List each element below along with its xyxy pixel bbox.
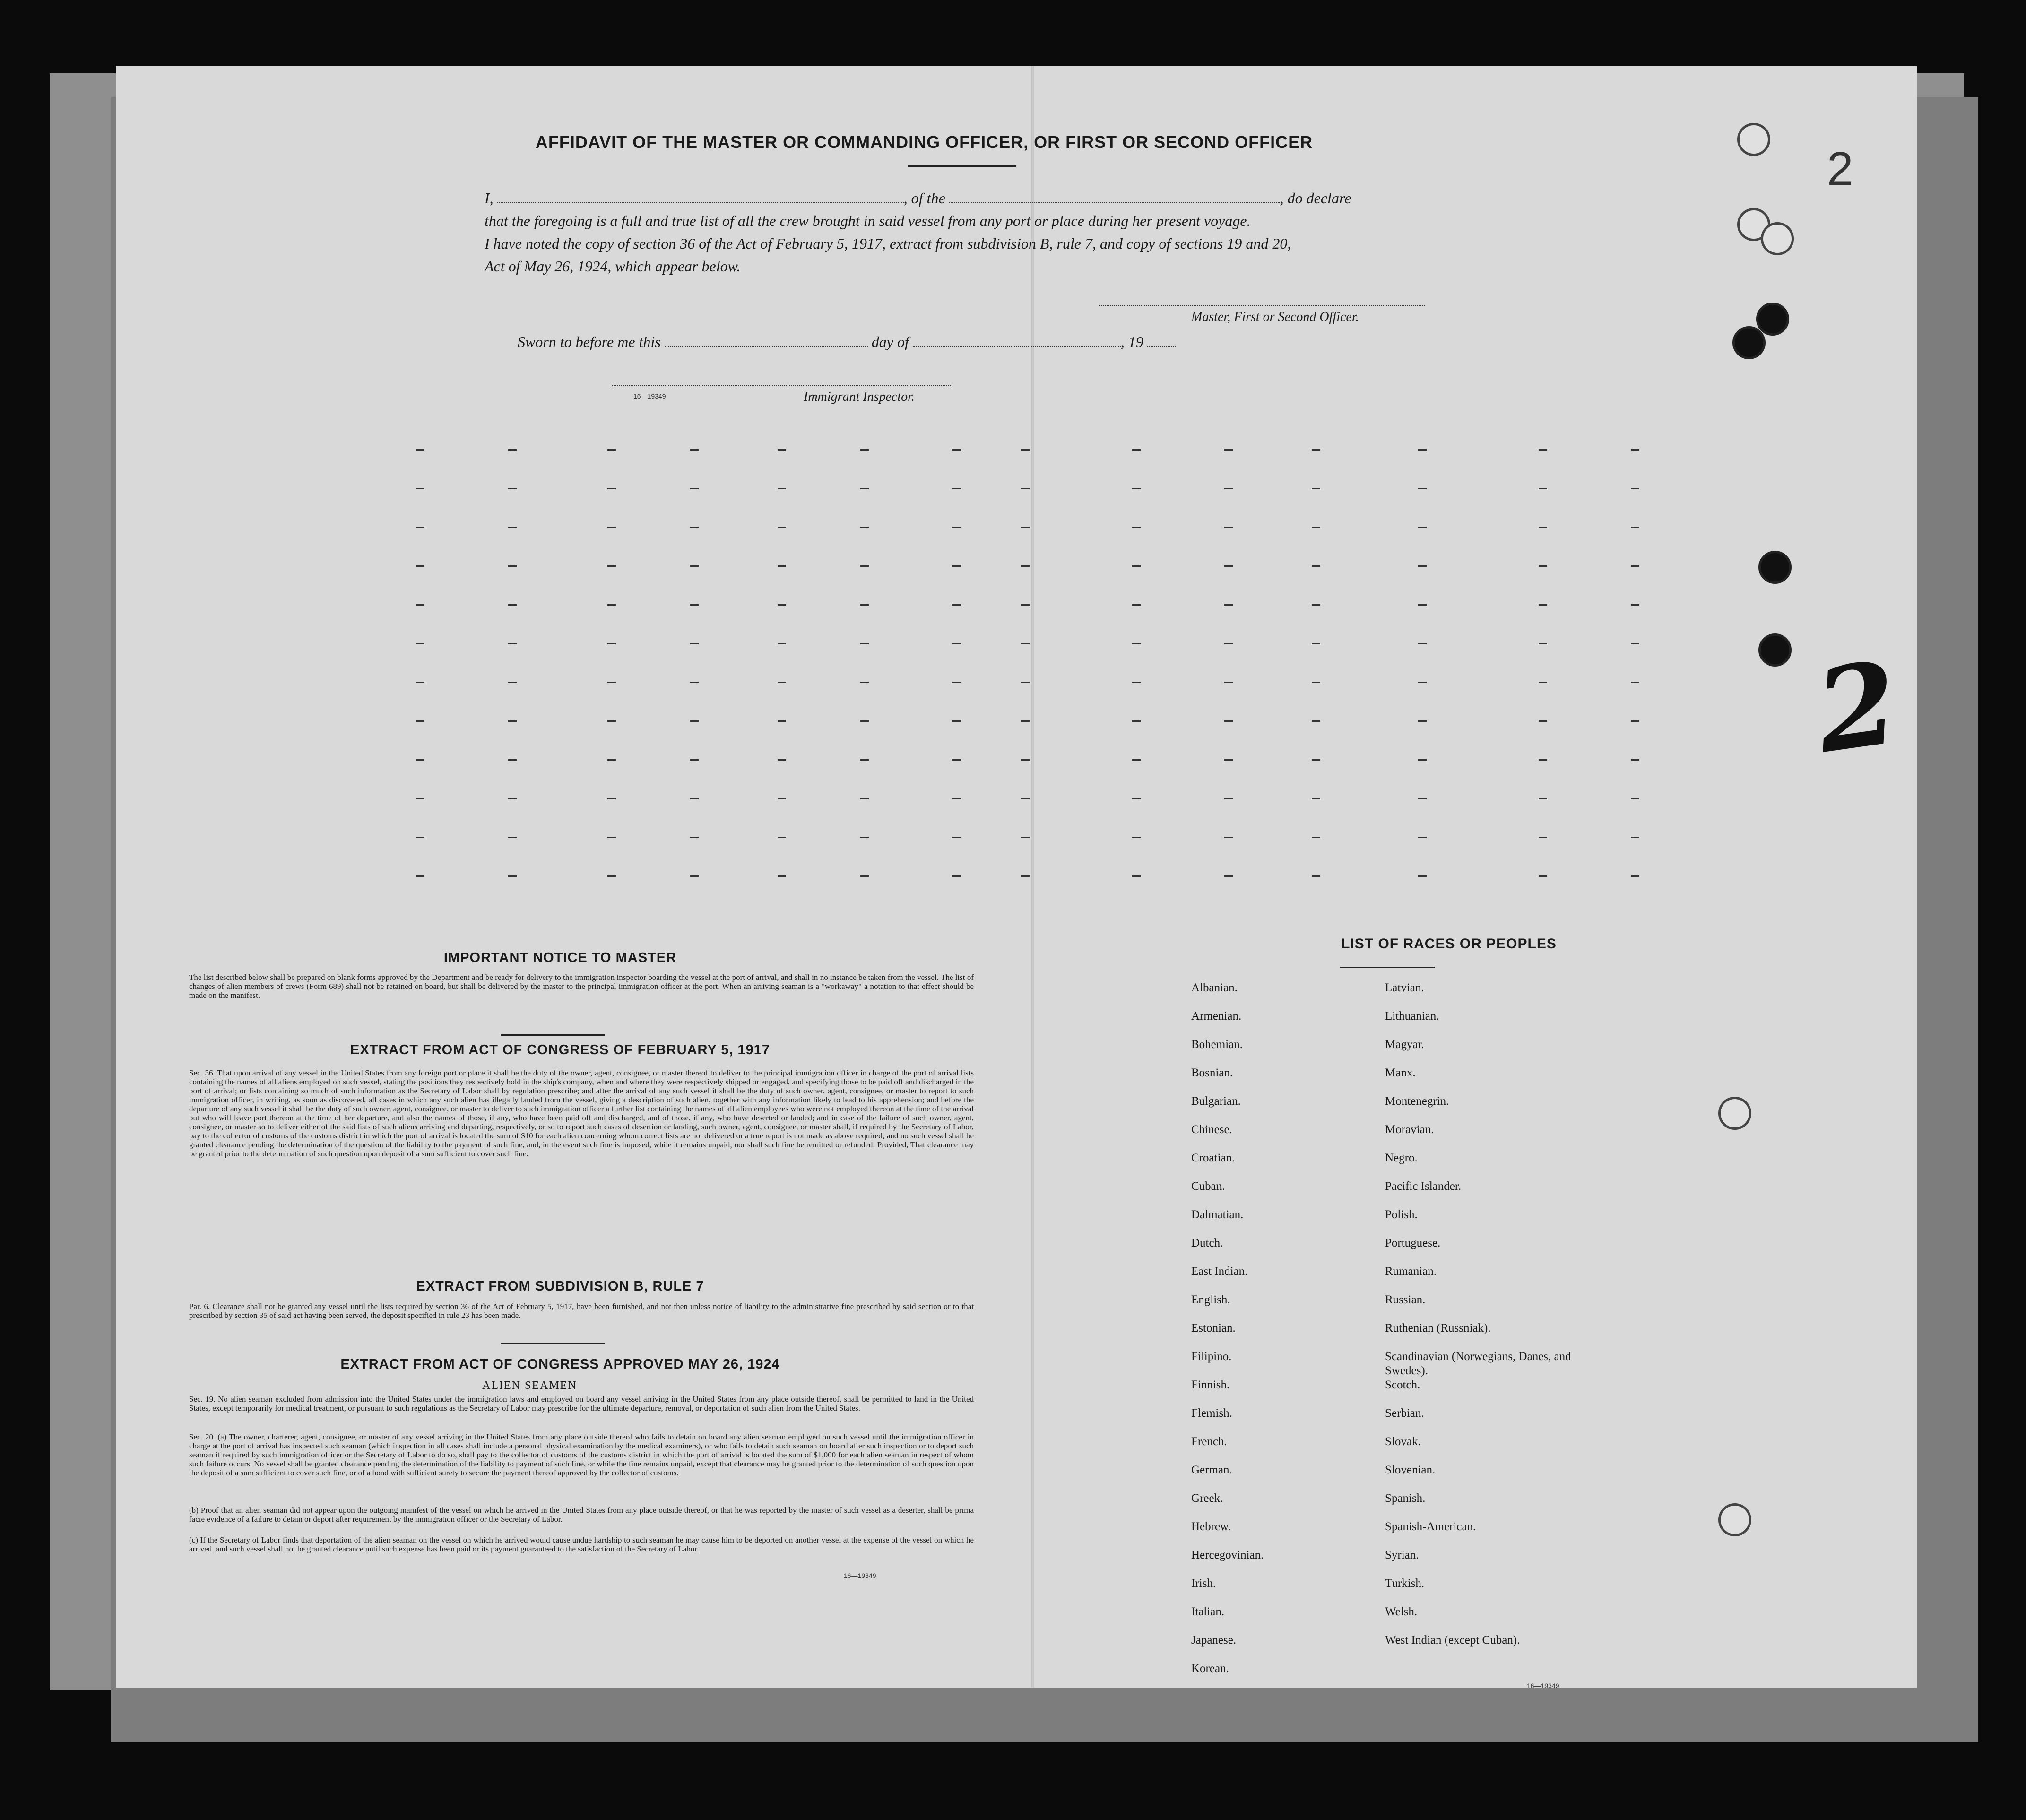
row-dash bbox=[416, 449, 424, 451]
row-dash bbox=[952, 798, 961, 799]
race-item: Greek. bbox=[1191, 1492, 1223, 1505]
race-item: Lithuanian. bbox=[1385, 1010, 1439, 1023]
row-dash bbox=[416, 720, 424, 722]
manifest-blank-row bbox=[116, 682, 1917, 686]
race-item: Slovak. bbox=[1385, 1435, 1421, 1448]
punch-hole bbox=[1758, 633, 1792, 667]
row-dash bbox=[508, 604, 517, 606]
name-blank[interactable] bbox=[497, 191, 904, 203]
row-dash bbox=[778, 449, 786, 451]
races-column-2 bbox=[1385, 981, 1602, 1662]
row-dash bbox=[778, 759, 786, 761]
row-dash bbox=[952, 720, 961, 722]
row-dash bbox=[952, 488, 961, 489]
row-dash bbox=[690, 643, 699, 644]
declaration-line-2: that the foregoing is a full and true list of all the crew brought in said vessel from any port or place during her present voyage. bbox=[485, 212, 1251, 229]
row-dash bbox=[1418, 798, 1427, 799]
affidavit-declaration bbox=[485, 187, 1567, 277]
row-dash bbox=[416, 527, 424, 528]
row-dash bbox=[1631, 527, 1639, 528]
row-dash bbox=[1539, 875, 1547, 877]
row-dash bbox=[1418, 837, 1427, 838]
row-dash bbox=[1539, 449, 1547, 451]
row-dash bbox=[1539, 798, 1547, 799]
row-dash bbox=[690, 449, 699, 451]
row-dash bbox=[952, 449, 961, 451]
race-item: Bohemian. bbox=[1191, 1038, 1243, 1051]
row-dash bbox=[690, 837, 699, 838]
row-dash bbox=[1631, 720, 1639, 722]
row-dash bbox=[1312, 449, 1320, 451]
sworn-day-blank[interactable] bbox=[665, 336, 868, 347]
row-dash bbox=[508, 875, 517, 877]
race-item: Chinese. bbox=[1191, 1123, 1232, 1136]
row-dash bbox=[778, 798, 786, 799]
row-dash bbox=[778, 488, 786, 489]
row-dash bbox=[607, 449, 616, 451]
row-dash bbox=[1132, 604, 1141, 606]
row-dash bbox=[778, 565, 786, 567]
row-dash bbox=[860, 875, 869, 877]
punch-hole bbox=[1732, 326, 1766, 359]
row-dash bbox=[860, 565, 869, 567]
punch-hole bbox=[1756, 303, 1789, 336]
race-item: Italian. bbox=[1191, 1605, 1225, 1618]
race-item: Dutch. bbox=[1191, 1237, 1223, 1249]
race-item: Flemish. bbox=[1191, 1407, 1232, 1420]
race-item: Finnish. bbox=[1191, 1378, 1230, 1391]
row-dash bbox=[1539, 604, 1547, 606]
row-dash bbox=[778, 875, 786, 877]
row-dash bbox=[860, 837, 869, 838]
race-item: Latvian. bbox=[1385, 981, 1424, 994]
race-item: Manx. bbox=[1385, 1066, 1416, 1079]
notice-text: The list described below shall be prepared on blank forms approved by the Department and be ready for delivery to the immigration inspector boarding the vessel at the port of arrival, and shall in no instance be taken from the vessel. The list of changes of alien members of crews (Form 689) shall not be retained on board, but shall be delivered by the master to the principal immigration officer at the port. When an arriving seaman is a "workaway" a notation to that effect should be made on the manifest. bbox=[189, 973, 974, 1000]
row-dash bbox=[952, 682, 961, 683]
row-dash bbox=[860, 682, 869, 683]
row-dash bbox=[1312, 682, 1320, 683]
master-signature-label: Master, First or Second Officer. bbox=[1191, 310, 1359, 324]
row-dash bbox=[416, 565, 424, 567]
row-dash bbox=[416, 488, 424, 489]
extract-1924-title: EXTRACT FROM ACT OF CONGRESS APPROVED MAY 26, 1924 bbox=[340, 1357, 780, 1372]
row-dash bbox=[1418, 565, 1427, 567]
section-rule bbox=[501, 1034, 605, 1036]
row-dash bbox=[1021, 449, 1030, 451]
row-dash bbox=[1132, 682, 1141, 683]
section-20c-text: (c) If the Secretary of Labor finds that deportation of the alien seaman on the vessel on which he arrived would cause undue hardship to such seaman he may cause him to be deported on another vessel at the expense of the vessel on which he arrived, and such vessel shall not be granted clearance until such expense has been paid or its payment guaranteed to the satisfaction of the Secretary of Labor. bbox=[189, 1535, 974, 1553]
row-dash bbox=[1224, 565, 1233, 567]
row-dash bbox=[416, 643, 424, 644]
race-item: Portuguese. bbox=[1385, 1237, 1441, 1249]
row-dash bbox=[1418, 875, 1427, 877]
row-dash bbox=[690, 720, 699, 722]
row-dash bbox=[952, 643, 961, 644]
row-dash bbox=[1224, 759, 1233, 761]
row-dash bbox=[690, 527, 699, 528]
row-dash bbox=[1539, 565, 1547, 567]
race-item: Hebrew. bbox=[1191, 1520, 1231, 1533]
row-dash bbox=[860, 643, 869, 644]
row-dash bbox=[1631, 449, 1639, 451]
extract-1917-title: EXTRACT FROM ACT OF CONGRESS OF FEBRUARY 5, 1917 bbox=[350, 1042, 771, 1057]
row-dash bbox=[416, 837, 424, 838]
manifest-blank-row bbox=[116, 527, 1917, 531]
row-dash bbox=[952, 527, 961, 528]
row-dash bbox=[508, 565, 517, 567]
row-dash bbox=[508, 643, 517, 644]
row-dash bbox=[1312, 488, 1320, 489]
row-dash bbox=[1132, 759, 1141, 761]
row-dash bbox=[1539, 682, 1547, 683]
manifest-blank-row bbox=[116, 875, 1917, 880]
manifest-blank-row bbox=[116, 449, 1917, 454]
row-dash bbox=[1224, 488, 1233, 489]
row-dash bbox=[1418, 527, 1427, 528]
row-dash bbox=[1132, 720, 1141, 722]
row-dash bbox=[778, 527, 786, 528]
declaration-line-1: I, , of the , do declare bbox=[485, 190, 1351, 207]
row-dash bbox=[1132, 875, 1141, 877]
row-dash bbox=[1132, 565, 1141, 567]
row-dash bbox=[690, 682, 699, 683]
row-dash bbox=[778, 837, 786, 838]
master-signature-line[interactable] bbox=[1099, 305, 1425, 306]
row-dash bbox=[1224, 837, 1233, 838]
row-dash bbox=[1312, 604, 1320, 606]
sworn-month-blank[interactable] bbox=[913, 336, 1121, 347]
race-item: Korean. bbox=[1191, 1662, 1229, 1675]
inspector-signature-line[interactable] bbox=[612, 385, 952, 386]
row-dash bbox=[1539, 837, 1547, 838]
inspector-label: Immigrant Inspector. bbox=[804, 390, 915, 404]
row-dash bbox=[1418, 449, 1427, 451]
sworn-year-blank[interactable] bbox=[1147, 336, 1176, 347]
row-dash bbox=[1132, 643, 1141, 644]
row-dash bbox=[1312, 875, 1320, 877]
row-dash bbox=[690, 798, 699, 799]
row-dash bbox=[607, 527, 616, 528]
row-dash bbox=[1132, 488, 1141, 489]
row-dash bbox=[508, 837, 517, 838]
row-dash bbox=[1312, 837, 1320, 838]
race-item: Scandinavian (Norwegians, Danes, and Swedes). bbox=[1385, 1350, 1571, 1377]
manifest-blank-row bbox=[116, 565, 1917, 570]
row-dash bbox=[1418, 643, 1427, 644]
row-dash bbox=[690, 875, 699, 877]
race-item: Rumanian. bbox=[1385, 1265, 1437, 1278]
title-rule bbox=[908, 165, 1016, 167]
row-dash bbox=[607, 488, 616, 489]
race-item: Bosnian. bbox=[1191, 1066, 1233, 1079]
race-item: Ruthenian (Russniak). bbox=[1385, 1322, 1491, 1335]
race-item: Scotch. bbox=[1385, 1378, 1420, 1391]
row-dash bbox=[1021, 643, 1030, 644]
row-dash bbox=[1539, 759, 1547, 761]
row-dash bbox=[508, 798, 517, 799]
extract-1917-text: Sec. 36. That upon arrival of any vessel in the United States from any foreign port or place it shall be the duty of the owner, agent, consignee, or master thereof to deliver to the principal immigration officer in charge of the port of arrival lists containing the names of all aliens employed on such vessel, stating the positions they respectively hold in the ship's company, when and where they were respectively shipped or engaged, and specifying those to be paid off and discharged in the port of arrival; or lists containing so much of such information as the Secretary of Labor shall by regulation prescribe; and after the arrival of any such vessel it shall be the duty of such owner, agent, consignee, or master to report to such immigration officer, in writing, as soon as discovered, all cases in which any such alien has illegally landed from the vessel, giving a description of such alien, together with any information likely to lead to his apprehension; and before the departure of any such vessel it shall be the duty of such owner, agent, consignee, or master to deliver to such immigration officer a further list containing the names of all alien employees who were not employed thereon at the time of the arrival but who will leave port thereon at the time of her departure, and also the names of those, if any, who have been paid off and discharged, and of those, if any, who have deserted or landed; and in case of the failure of such owner, agent, consignee, or master so to deliver either of the said lists of such aliens arriving and departing, respectively, or so to report such cases of desertion or landing, such owner, agent, consignee, or master shall, if required by the Secretary of Labor, pay to the collector of customs of the customs district in which the port of arrival is located the sum of $10 for each alien concerning whom correct lists are not delivered or a true report is not made as above required; and no such vessel shall be granted clearance pending the determination of the question of the liability to the payment of such fine, and, in the event such fine is imposed, while it remains unpaid; nor shall such fine be remitted or refunded: Provided, That clearance may be granted prior to the determination of such question upon deposit of a sum sufficient to cover such fine. bbox=[189, 1068, 974, 1158]
race-item: Polish. bbox=[1385, 1208, 1418, 1221]
row-dash bbox=[778, 604, 786, 606]
row-dash bbox=[1021, 837, 1030, 838]
row-dash bbox=[1418, 759, 1427, 761]
race-item: Filipino. bbox=[1191, 1350, 1232, 1363]
row-dash bbox=[1132, 527, 1141, 528]
row-dash bbox=[860, 604, 869, 606]
race-item: English. bbox=[1191, 1293, 1230, 1306]
row-dash bbox=[1021, 798, 1030, 799]
race-item: Armenian. bbox=[1191, 1010, 1242, 1023]
row-dash bbox=[416, 604, 424, 606]
row-dash bbox=[1021, 720, 1030, 722]
row-dash bbox=[416, 798, 424, 799]
row-dash bbox=[416, 875, 424, 877]
row-dash bbox=[607, 565, 616, 567]
row-dash bbox=[607, 604, 616, 606]
race-item: Albanian. bbox=[1191, 981, 1238, 994]
row-dash bbox=[1224, 527, 1233, 528]
race-item: Cuban. bbox=[1191, 1180, 1225, 1193]
sworn-line: Sworn to before me this day of , 19 bbox=[518, 333, 1176, 351]
form-number: 16—19349 bbox=[1527, 1682, 1559, 1688]
row-dash bbox=[860, 527, 869, 528]
race-item: Slovenian. bbox=[1385, 1464, 1436, 1476]
section-19-text: Sec. 19. No alien seaman excluded from admission into the United States under the immigration laws and employed on board any vessel arriving in the United States from any place outside thereof, shall be permitted to land in the United States, except temporarily for medical treatment, or pursuant to such regulations as the Secretary of Labor may prescribe for the ultimate departure, removal, or deportation of such alien from the United States. bbox=[189, 1395, 974, 1413]
races-column-1 bbox=[1191, 981, 1361, 1688]
row-dash bbox=[778, 720, 786, 722]
row-dash bbox=[952, 565, 961, 567]
row-dash bbox=[1021, 604, 1030, 606]
row-dash bbox=[1418, 488, 1427, 489]
row-dash bbox=[1224, 720, 1233, 722]
row-dash bbox=[416, 682, 424, 683]
race-item: Croatian. bbox=[1191, 1152, 1235, 1164]
affidavit-title: AFFIDAVIT OF THE MASTER OR COMMANDING OFFICER, OR FIRST OR SECOND OFFICER bbox=[535, 132, 1313, 152]
row-dash bbox=[607, 798, 616, 799]
punch-hole bbox=[1761, 222, 1794, 255]
vessel-blank[interactable] bbox=[949, 191, 1280, 203]
race-item: Estonian. bbox=[1191, 1322, 1236, 1335]
declaration-line-4: Act of May 26, 1924, which appear below. bbox=[485, 258, 741, 275]
race-item: Hercegovinian. bbox=[1191, 1549, 1264, 1561]
race-item: Irish. bbox=[1191, 1577, 1216, 1590]
alien-seamen-subtitle: ALIEN SEAMEN bbox=[482, 1379, 577, 1392]
row-dash bbox=[607, 759, 616, 761]
row-dash bbox=[1021, 527, 1030, 528]
row-dash bbox=[1021, 759, 1030, 761]
row-dash bbox=[1312, 720, 1320, 722]
handwritten-number: 2 bbox=[1809, 635, 1905, 779]
row-dash bbox=[952, 604, 961, 606]
row-dash bbox=[607, 837, 616, 838]
row-dash bbox=[778, 682, 786, 683]
row-dash bbox=[508, 488, 517, 489]
row-dash bbox=[1224, 643, 1233, 644]
row-dash bbox=[1539, 527, 1547, 528]
race-item: German. bbox=[1191, 1464, 1232, 1476]
row-dash bbox=[1132, 449, 1141, 451]
row-dash bbox=[1418, 604, 1427, 606]
race-item: Magyar. bbox=[1385, 1038, 1424, 1051]
declaration-line-3: I have noted the copy of section 36 of the Act of February 5, 1917, extract from subdivision B, rule 7, and copy of sections 19 and 20, bbox=[485, 235, 1291, 252]
row-dash bbox=[690, 759, 699, 761]
row-dash bbox=[860, 759, 869, 761]
row-dash bbox=[778, 643, 786, 644]
sheet-number: 2 bbox=[1827, 142, 1853, 195]
form-number: 16—19349 bbox=[844, 1572, 876, 1579]
race-item: Negro. bbox=[1385, 1152, 1418, 1164]
row-dash bbox=[1631, 488, 1639, 489]
row-dash bbox=[607, 720, 616, 722]
row-dash bbox=[508, 720, 517, 722]
row-dash bbox=[1132, 837, 1141, 838]
row-dash bbox=[1631, 875, 1639, 877]
extract-rule7-text: Par. 6. Clearance shall not be granted any vessel until the lists required by section 36 of the Act of February 5, 1917, have been furnished, and not then unless notice of liability to the administrative fine prescribed by said section or to that prescribed by section 35 of said act having been served, the deposit specified in rule 23 has been made. bbox=[189, 1302, 974, 1320]
race-item: East Indian. bbox=[1191, 1265, 1248, 1278]
row-dash bbox=[1021, 488, 1030, 489]
race-item: Moravian. bbox=[1385, 1123, 1434, 1136]
row-dash bbox=[1224, 682, 1233, 683]
race-item: French. bbox=[1191, 1435, 1227, 1448]
manifest-blank-row bbox=[116, 837, 1917, 841]
row-dash bbox=[508, 449, 517, 451]
row-dash bbox=[1312, 565, 1320, 567]
race-item: Dalmatian. bbox=[1191, 1208, 1244, 1221]
row-dash bbox=[1631, 798, 1639, 799]
race-item: Welsh. bbox=[1385, 1605, 1418, 1618]
row-dash bbox=[1224, 875, 1233, 877]
row-dash bbox=[1418, 682, 1427, 683]
row-dash bbox=[1224, 604, 1233, 606]
manifest-blank-row bbox=[116, 798, 1917, 803]
punch-hole bbox=[1718, 1097, 1751, 1130]
race-item: Turkish. bbox=[1385, 1577, 1425, 1590]
race-item: Syrian. bbox=[1385, 1549, 1419, 1561]
row-dash bbox=[1539, 720, 1547, 722]
race-item: Serbian. bbox=[1385, 1407, 1424, 1420]
row-dash bbox=[1021, 875, 1030, 877]
row-dash bbox=[1312, 643, 1320, 644]
race-item: Japanese. bbox=[1191, 1634, 1237, 1647]
row-dash bbox=[860, 449, 869, 451]
row-dash bbox=[1132, 798, 1141, 799]
notice-title: IMPORTANT NOTICE TO MASTER bbox=[443, 950, 677, 965]
row-dash bbox=[860, 720, 869, 722]
row-dash bbox=[508, 759, 517, 761]
row-dash bbox=[416, 759, 424, 761]
section-20b-text: (b) Proof that an alien seaman did not appear upon the outgoing manifest of the vessel on which he arrived in the United States from any place outside thereof, or that he was reported by the master of such vessel as a deserter, shall be prima facie evidence of a failure to detain or deport after requirement by the immigration officer or the Secretary of Labor. bbox=[189, 1506, 974, 1524]
race-item: Spanish. bbox=[1385, 1492, 1426, 1505]
manifest-blank-row bbox=[116, 643, 1917, 648]
row-dash bbox=[952, 837, 961, 838]
row-dash bbox=[508, 527, 517, 528]
manifest-blank-row bbox=[116, 759, 1917, 764]
row-dash bbox=[1631, 604, 1639, 606]
row-dash bbox=[1312, 759, 1320, 761]
race-item: Pacific Islander. bbox=[1385, 1180, 1462, 1193]
row-dash bbox=[1312, 798, 1320, 799]
row-dash bbox=[690, 565, 699, 567]
extract-rule7-title: EXTRACT FROM SUBDIVISION B, RULE 7 bbox=[416, 1279, 704, 1294]
manifest-blank-row bbox=[116, 604, 1917, 609]
row-dash bbox=[860, 488, 869, 489]
row-dash bbox=[1631, 643, 1639, 644]
race-item: Russian. bbox=[1385, 1293, 1426, 1306]
row-dash bbox=[690, 604, 699, 606]
section-rule bbox=[501, 1343, 605, 1344]
document-page bbox=[116, 66, 1917, 1688]
row-dash bbox=[1021, 682, 1030, 683]
race-item: Spanish-American. bbox=[1385, 1520, 1476, 1533]
punch-hole bbox=[1718, 1503, 1751, 1536]
races-title-rule bbox=[1340, 967, 1435, 968]
manifest-blank-row bbox=[116, 488, 1917, 493]
row-dash bbox=[1224, 798, 1233, 799]
race-item: West Indian (except Cuban). bbox=[1385, 1634, 1520, 1647]
row-dash bbox=[1631, 565, 1639, 567]
row-dash bbox=[1631, 837, 1639, 838]
row-dash bbox=[1631, 759, 1639, 761]
punch-hole bbox=[1737, 123, 1770, 156]
row-dash bbox=[952, 759, 961, 761]
row-dash bbox=[952, 875, 961, 877]
row-dash bbox=[1021, 565, 1030, 567]
row-dash bbox=[508, 682, 517, 683]
manifest-blank-row bbox=[116, 720, 1917, 725]
row-dash bbox=[1539, 643, 1547, 644]
row-dash bbox=[1312, 527, 1320, 528]
races-title: LIST OF RACES OR PEOPLES bbox=[1341, 936, 1557, 952]
row-dash bbox=[607, 875, 616, 877]
row-dash bbox=[1539, 488, 1547, 489]
row-dash bbox=[1224, 449, 1233, 451]
row-dash bbox=[607, 682, 616, 683]
row-dash bbox=[1631, 682, 1639, 683]
section-20a-text: Sec. 20. (a) The owner, charterer, agent, consignee, or master of any vessel arriving in the United States from any place outside thereof who fails to detain on board any alien seaman employed on such vessel until the immigration officer in charge at the port of arrival has inspected such seaman (which inspection in all cases shall include a personal physical examination by the medical examiners), or who fails to detain such seaman on board after such inspection or to deport such seaman if required by such immigration officer or the Secretary of Labor to do so, shall pay to the collector of customs of the customs district in which the port of arrival is located the sum of $1,000 for each alien seaman in respect of whom such failure occurs. No vessel shall be granted clearance pending the determination of the liability to payment of such fine, or while the fine remains unpaid, except that clearance may be granted prior to the determination of such question upon the deposit of a sum sufficient to cover such fine, or of a bond with sufficient surety to secure the payment thereof approved by the collector of customs. bbox=[189, 1432, 974, 1477]
form-number: 16—19349 bbox=[633, 392, 666, 400]
row-dash bbox=[860, 798, 869, 799]
race-item: Bulgarian. bbox=[1191, 1095, 1241, 1108]
row-dash bbox=[690, 488, 699, 489]
row-dash bbox=[607, 643, 616, 644]
row-dash bbox=[1418, 720, 1427, 722]
race-item: Montenegrin. bbox=[1385, 1095, 1449, 1108]
